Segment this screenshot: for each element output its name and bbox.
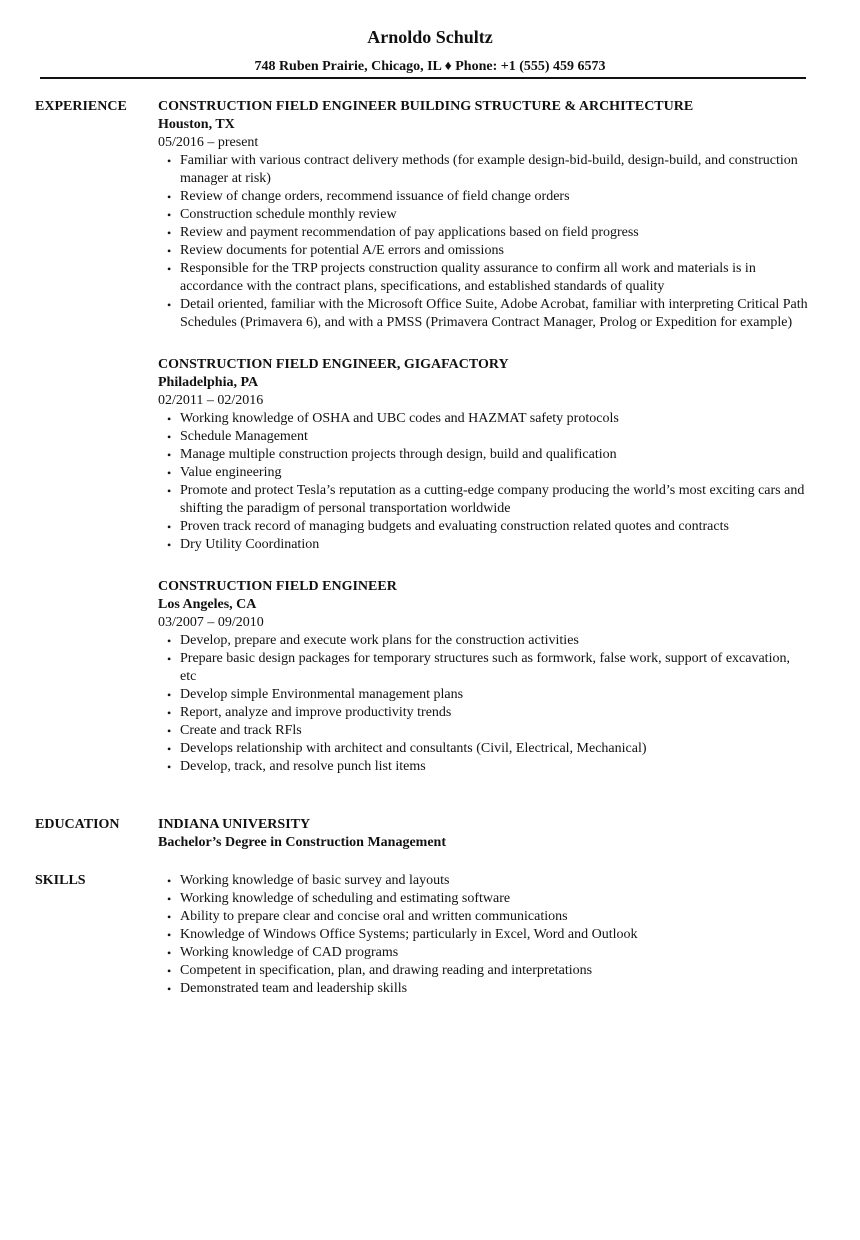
bullet-item: • Detail oriented, familiar with the Microsoft Office Suite, Adobe Acrobat, familiar with interpreting Critical Path Schedules (Primavera 6), and with a PMSS (Primavera Contract Manager, Prolog or Expedition for example) <box>180 296 808 332</box>
education-section <box>35 816 815 852</box>
bullet-item: • Review and payment recommendation of pay applications based on field progress <box>180 224 808 242</box>
section-label-experience: EXPERIENCE <box>35 99 127 114</box>
bullet-item: • Develops relationship with architect and consultants (Civil, Electrical, Mechanical) <box>180 740 808 758</box>
section-label-education: EDUCATION <box>35 817 120 832</box>
experience-section <box>35 98 815 800</box>
bullet-item: • Review documents for potential A/E errors and omissions <box>180 242 808 260</box>
job-location: Los Angeles, CA <box>158 597 257 612</box>
bullet-item: • Promote and protect Tesla’s reputation as a cutting-edge company producing the world’s most exciting cars and shifting the paradigm of personal transportation worldwide <box>180 482 808 518</box>
job-entry <box>158 98 808 332</box>
bullet-item: • Develop, prepare and execute work plans for the construction activities <box>180 632 808 650</box>
bullet-item: • Review of change orders, recommend issuance of field change orders <box>180 188 808 206</box>
job-dates: 05/2016 – present <box>158 135 259 150</box>
job-entry <box>158 356 808 554</box>
section-label-skills: SKILLS <box>35 873 86 888</box>
job-bullets <box>158 152 808 332</box>
bullet-item: • Responsible for the TRP projects construction quality assurance to confirm all work and materials is in accordance with the contract plans, specifications, and established standards of quality <box>180 260 808 296</box>
skill-item: • Working knowledge of basic survey and layouts <box>180 872 808 890</box>
bullet-item: • Dry Utility Coordination <box>180 536 808 554</box>
degree: Bachelor’s Degree in Construction Management <box>158 835 446 850</box>
bullet-item: • Familiar with various contract delivery methods (for example design-bid-build, design-build, and construction manager at risk) <box>180 152 808 188</box>
job-bullets <box>158 410 808 554</box>
skill-item: • Working knowledge of scheduling and estimating software <box>180 890 808 908</box>
job-dates: 02/2011 – 02/2016 <box>158 393 264 408</box>
bullet-item: • Schedule Management <box>180 428 808 446</box>
bullet-item: • Proven track record of managing budgets and evaluating construction related quotes and contracts <box>180 518 808 536</box>
job-bullets <box>158 632 808 776</box>
experience-jobs <box>158 98 808 776</box>
job-title: CONSTRUCTION FIELD ENGINEER, GIGAFACTORY <box>158 357 509 372</box>
bullet-item: • Develop simple Environmental management plans <box>180 686 808 704</box>
bullet-item: • Develop, track, and resolve punch list items <box>180 758 808 776</box>
job-location: Houston, TX <box>158 117 235 132</box>
skill-item: • Knowledge of Windows Office Systems; particularly in Excel, Word and Outlook <box>180 926 808 944</box>
school-name: INDIANA UNIVERSITY <box>158 817 311 832</box>
skill-item: • Competent in specification, plan, and drawing reading and interpretations <box>180 962 808 980</box>
bullet-item: • Manage multiple construction projects through design, build and qualification <box>180 446 808 464</box>
job-dates: 03/2007 – 09/2010 <box>158 615 264 630</box>
candidate-name: Arnoldo Schultz <box>367 27 493 47</box>
bullet-item: • Working knowledge of OSHA and UBC codes and HAZMAT safety protocols <box>180 410 808 428</box>
job-entry <box>158 578 808 776</box>
job-location: Philadelphia, PA <box>158 375 259 390</box>
bullet-item: • Construction schedule monthly review <box>180 206 808 224</box>
bullet-item: • Prepare basic design packages for temporary structures such as formwork, false work, support of excavation, etc <box>180 650 808 686</box>
header-divider <box>40 77 806 79</box>
skill-item: • Working knowledge of CAD programs <box>180 944 808 962</box>
bullet-item: • Create and track RFls <box>180 722 808 740</box>
skill-item: • Ability to prepare clear and concise oral and written communications <box>180 908 808 926</box>
skill-item: • Demonstrated team and leadership skills <box>180 980 808 998</box>
job-title: CONSTRUCTION FIELD ENGINEER <box>158 579 397 594</box>
skills-list <box>158 872 808 998</box>
bullet-item: • Value engineering <box>180 464 808 482</box>
skills-section <box>35 872 815 998</box>
bullet-item: • Report, analyze and improve productivity trends <box>180 704 808 722</box>
job-title: CONSTRUCTION FIELD ENGINEER BUILDING STRUCTURE & ARCHITECTURE <box>158 99 694 114</box>
contact-line: 748 Ruben Prairie, Chicago, IL ♦ Phone: +1 (555) 459 6573 <box>254 59 606 74</box>
